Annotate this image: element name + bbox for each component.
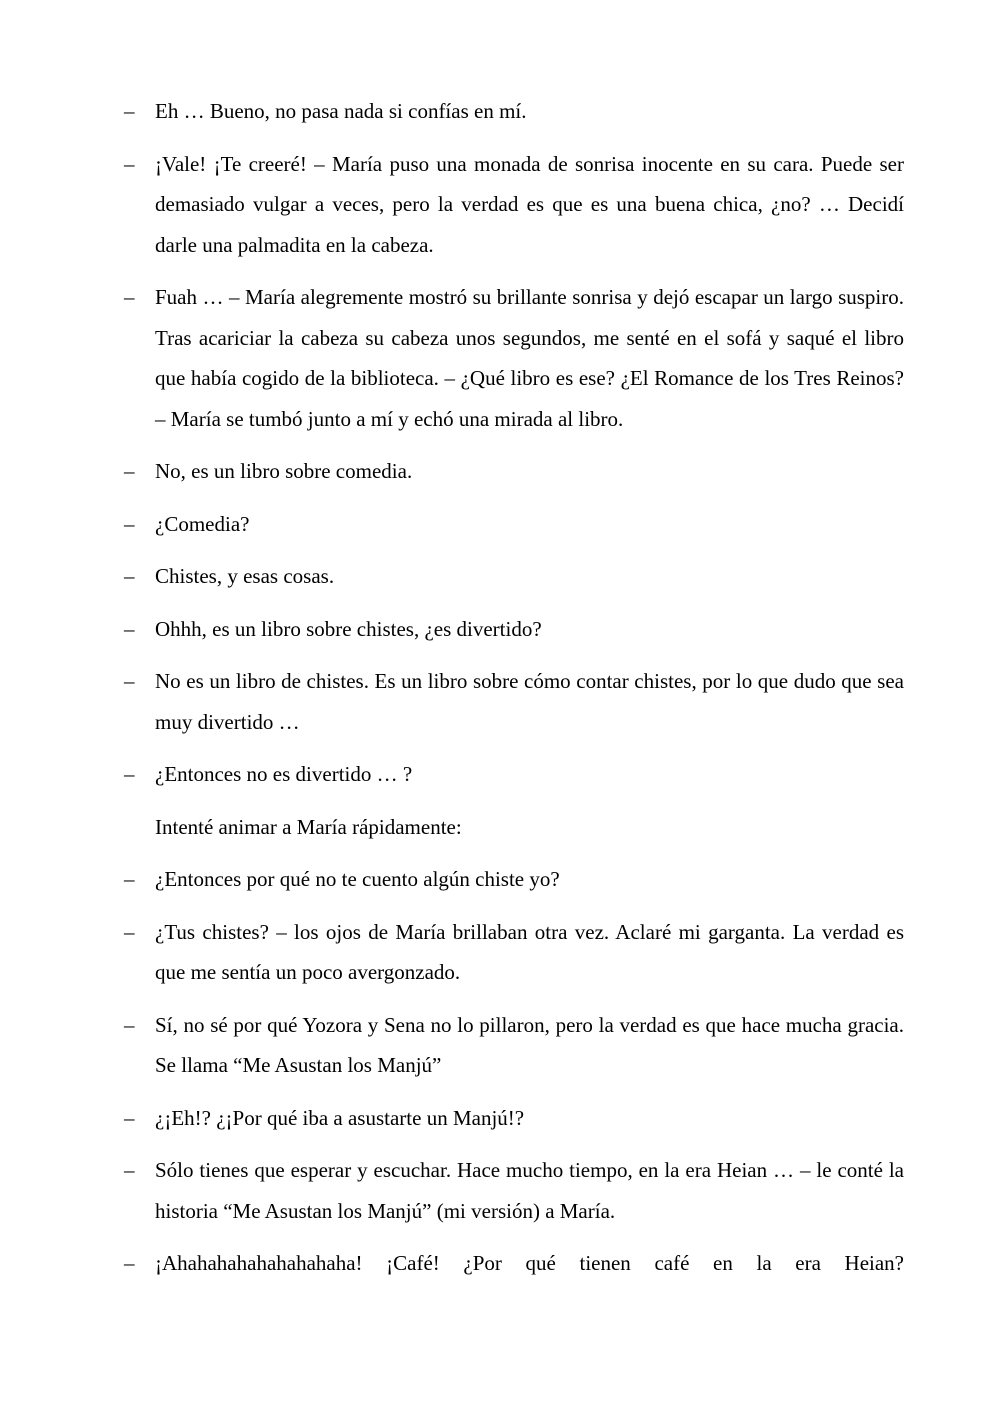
dialogue-paragraph [0,144,904,266]
paragraph-text: ¿Comedia? [155,511,250,536]
narration-paragraph [0,807,904,848]
dialogue-dash: – [124,151,135,176]
paragraph-text: ¿Entonces por qué no te cuento algún chiste yo? [155,867,560,891]
paragraph-text: ¡Ahahahahahahahahaha! ¡Café! ¿Por qué tienen café en la era Heian? [155,1251,904,1275]
dialogue-dash: – [124,1012,135,1037]
paragraph-text: ¿Tus chistes? – los ojos de María brillaban otra vez. Aclaré mi garganta. La verdad es que me sentía un poco avergonzado. [155,919,904,984]
dialogue-paragraph [0,912,904,993]
dialogue-dash: – [124,99,135,123]
dialogue-paragraph [0,556,904,597]
paragraph-text: Sí, no sé por qué Yozora y Sena no lo pillaron, pero la verdad es que hace mucha gracia. Se llama “Me Asustan los Manjú” [155,1012,904,1077]
dialogue-paragraph [0,1150,904,1231]
dialogue-dash: – [124,919,135,944]
paragraph-text: ¡Vale! ¡Te creeré! – María puso una monada de sonrisa inocente en su cara. Puede ser demasiado vulgar a veces, pero la verdad es que es una buena chica, ¿no? … Decidí darle una palmadita en la cabeza. [155,151,904,257]
paragraph-text: ¿Entonces no es divertido … ? [155,762,413,786]
paragraph-text: Ohhh, es un libro sobre chistes, ¿es divertido? [155,616,542,641]
dialogue-dash: – [124,564,135,588]
paragraph-text: Eh … Bueno, no pasa nada si confías en mí. [155,99,527,123]
paragraph-text: Sólo tienes que esperar y escuchar. Hace mucho tiempo, en la era Heian … – le conté la historia “Me Asustan los Manjú” (mi versión) a María. [155,1158,904,1223]
paragraph-text: No es un libro de chistes. Es un libro sobre cómo contar chistes, por lo que dudo que sea muy divertido … [155,669,904,734]
paragraph-text: ¿¡Eh!? ¿¡Por qué iba a asustarte un Manjú!? [155,1105,525,1130]
dialogue-paragraph [0,754,904,795]
dialogue-dash: – [124,1105,135,1130]
document-body [0,91,1000,1296]
dialogue-dash: – [124,616,135,641]
dialogue-paragraph [0,609,904,650]
dialogue-dash: – [124,867,135,891]
dialogue-dash: – [124,762,135,786]
paragraph-text: No, es un libro sobre comedia. [155,459,413,483]
dialogue-paragraph [0,859,904,900]
dialogue-paragraph [0,661,904,742]
paragraph-text: Fuah … – María alegremente mostró su brillante sonrisa y dejó escapar un largo suspiro. Tras acariciar la cabeza su cabeza unos segundos, me senté en el sofá y saqué el libro que había cogido de la biblioteca. – ¿Qué libro es ese? ¿El Romance de los Tres Reinos? – María se tumbó junto a mí y echó una mirada al libro. [155,285,904,431]
dialogue-dash: – [124,459,135,483]
dialogue-dash: – [124,669,135,693]
dialogue-paragraph [0,1098,904,1139]
paragraph-text: Intenté animar a María rápidamente: [155,814,462,839]
dialogue-paragraph [0,1005,904,1086]
paragraph-text: Chistes, y esas cosas. [155,564,335,588]
dialogue-dash: – [124,511,135,536]
dialogue-paragraph [0,91,904,132]
dialogue-paragraph [0,277,904,439]
dialogue-dash: – [124,1251,135,1275]
dialogue-paragraph [0,1243,904,1284]
dialogue-dash: – [124,285,135,309]
dialogue-dash: – [124,1158,135,1182]
dialogue-paragraph [0,451,904,492]
dialogue-paragraph [0,504,904,545]
